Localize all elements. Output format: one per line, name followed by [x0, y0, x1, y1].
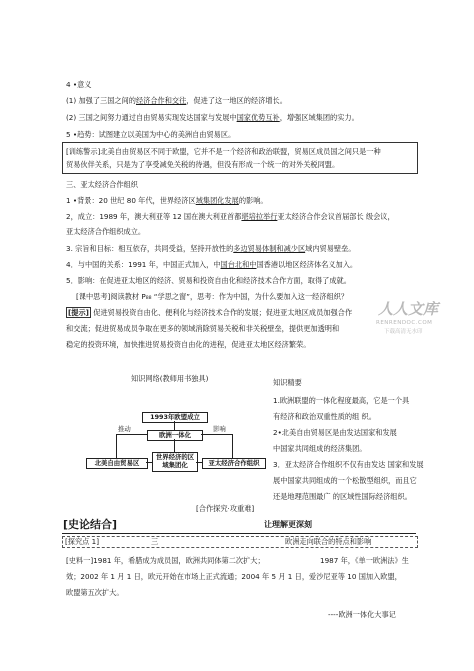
logo-url: RENRENDOC.COM [376, 320, 433, 326]
explore-number: 三 [151, 537, 159, 546]
network-edge-top [174, 421, 175, 430]
essentials-line-2: 有经济和政治双重性质的组 织。 [273, 412, 376, 421]
essentials-line-3: 2•北美自由贸易区是由发达国家和发展 [273, 428, 397, 437]
essentials-line-7: 还是地理范围最广 的区域性国际经济组织。 [273, 492, 412, 501]
network-label-influence: 影响 [213, 425, 226, 433]
network-edge-apec [196, 462, 202, 463]
logo-slogan: 下载高清无水印 [384, 329, 423, 335]
network-title: 知识网络(教师用书独具) [131, 374, 209, 383]
hint-line-3: 稳定的投资环境，加快推进贸易投资自由化的进程，促进亚太地区经济繁荣。 [66, 340, 311, 349]
explore-title: 欧洲走向联合的特点和影响 [285, 537, 372, 546]
thinking-line: [课中思考]阅读教材 P₈₈ “学思之窗”，思考：作为中国，为什么要加入这一经济组织？ [76, 292, 349, 301]
network-node-nafta: 北美自由贸易区 [86, 458, 148, 469]
aim-line: 3. 宗旨和目标：相互依存，共同受益，坚持开放性的多边贸易体制和减少区域内贸易壁垒。 [66, 244, 356, 253]
warning-line-2: 贸易伙伴关系，只是为了享受减免关税的待遇，但没有形成一个统一的对外关税同盟。 [66, 160, 340, 169]
network-node-center: 欧洲一体化 [147, 430, 203, 441]
trend-line: 5 •趋势：试图建立以美国为中心的美洲自由贸易区。 [66, 130, 236, 139]
history-theory-badge: [史论结合] [63, 518, 118, 531]
cooperation-explore-label: [合作探究·攻重难] [196, 504, 255, 513]
background-line: 1 •背景：20 世纪 80 年代，世界经济区域集团化发展的影响。 [66, 196, 268, 205]
network-edge-left-down [116, 434, 117, 458]
essentials-line-6: 展中国家共同组成的一个松散型组织，而且它 [273, 476, 417, 485]
network-edge-right-down [232, 434, 233, 458]
network-edge-right [201, 434, 232, 435]
meaning-item-2: (2) 三国之间努力通过自由贸易实现发达国家与发展中国家优势互补，增强区域集团的实力。 [66, 113, 359, 122]
establish-line-1: 2，成立：1989 年，澳大利亚等 12 国在澳大利亚首都堪培拉举行亚太经济合作会议首届部长 级会议， [66, 212, 395, 221]
establish-line-2: 亚太经济合作组织成立。 [66, 227, 146, 236]
warning-line-1: [训练警示]北美自由贸易区不同于欧盟，它并不是一个经济和政治联盟，贸易区成员国之间只是一种 [66, 147, 381, 156]
essentials-title: 知识精要 [273, 378, 302, 387]
network-node-top: 1993年欧盟成立 [142, 412, 208, 423]
china-relation-line: 4．与中国的关系：1991 年，中国正式加入，中国台北和中国香港以地区经济体名义加入。 [66, 260, 358, 269]
training-warning-box [62, 142, 418, 174]
material-line-3: 欧盟第五次扩大。 [66, 588, 124, 597]
essentials-line-4: 中国家共同组成的经济集团。 [273, 444, 367, 453]
deeper-understanding-label: 让理解更深刻 [264, 520, 312, 529]
network-edge-left [116, 434, 147, 435]
network-edge-nafta [146, 462, 152, 463]
hint-line-2: 和交流；促进贸易成员争取在更多的领域消除贸易关税和非关税壁垒，提供更加透明和 [66, 324, 340, 333]
material-line-1a: [史料一]1981 年，希腊成为成员国，欧洲共同体第二次扩大； [66, 556, 265, 565]
material-line-2: 效；2002 年 1 月 1 日，欧元开始在市场上正式流通；2004 年 5 月 1 日，爱沙尼亚等 10 国加入欧盟， [66, 572, 402, 581]
meaning-item-1: (1) 加强了三国之间的经济合作和交往，促进了这一地区的经济增长。 [66, 96, 287, 105]
network-edge-center-down [174, 439, 175, 452]
material-line-1b: 1987 年，《单一欧洲法》生 [320, 556, 409, 565]
explore-label: [探究点 1] [65, 537, 100, 546]
material-source: ----欧洲一体化大事记 [328, 610, 396, 619]
logo-title: 人人文库 [378, 300, 439, 318]
hint-line-1: [提示] 促进贸易投资自由化、便利化与经济技术合作的发展；促进亚太地区成员加强合作 [68, 308, 353, 317]
network-label-push: 推动 [118, 425, 131, 433]
meaning-heading: 4 •意义 [66, 80, 92, 89]
banner-rule-top [62, 533, 416, 534]
impact-line: 5．影响：在促进亚太地区的经济、贸易和投资自由化和经济技术合作方面，取得了成就。 [66, 276, 351, 285]
explore-bar [62, 536, 418, 548]
network-node-apec: 亚太经济合作组织 [202, 458, 266, 469]
section-3-title: 三、亚太经济合作组织 [66, 180, 138, 189]
network-node-regional: 世界经济的区域集团化 [152, 452, 198, 472]
essentials-line-1: 1.欧洲联盟的一体化程度最高，它是一个具 [273, 396, 410, 405]
essentials-line-5: 3．亚太经济合作组织不仅有由发达 国家和发展 [273, 460, 424, 469]
